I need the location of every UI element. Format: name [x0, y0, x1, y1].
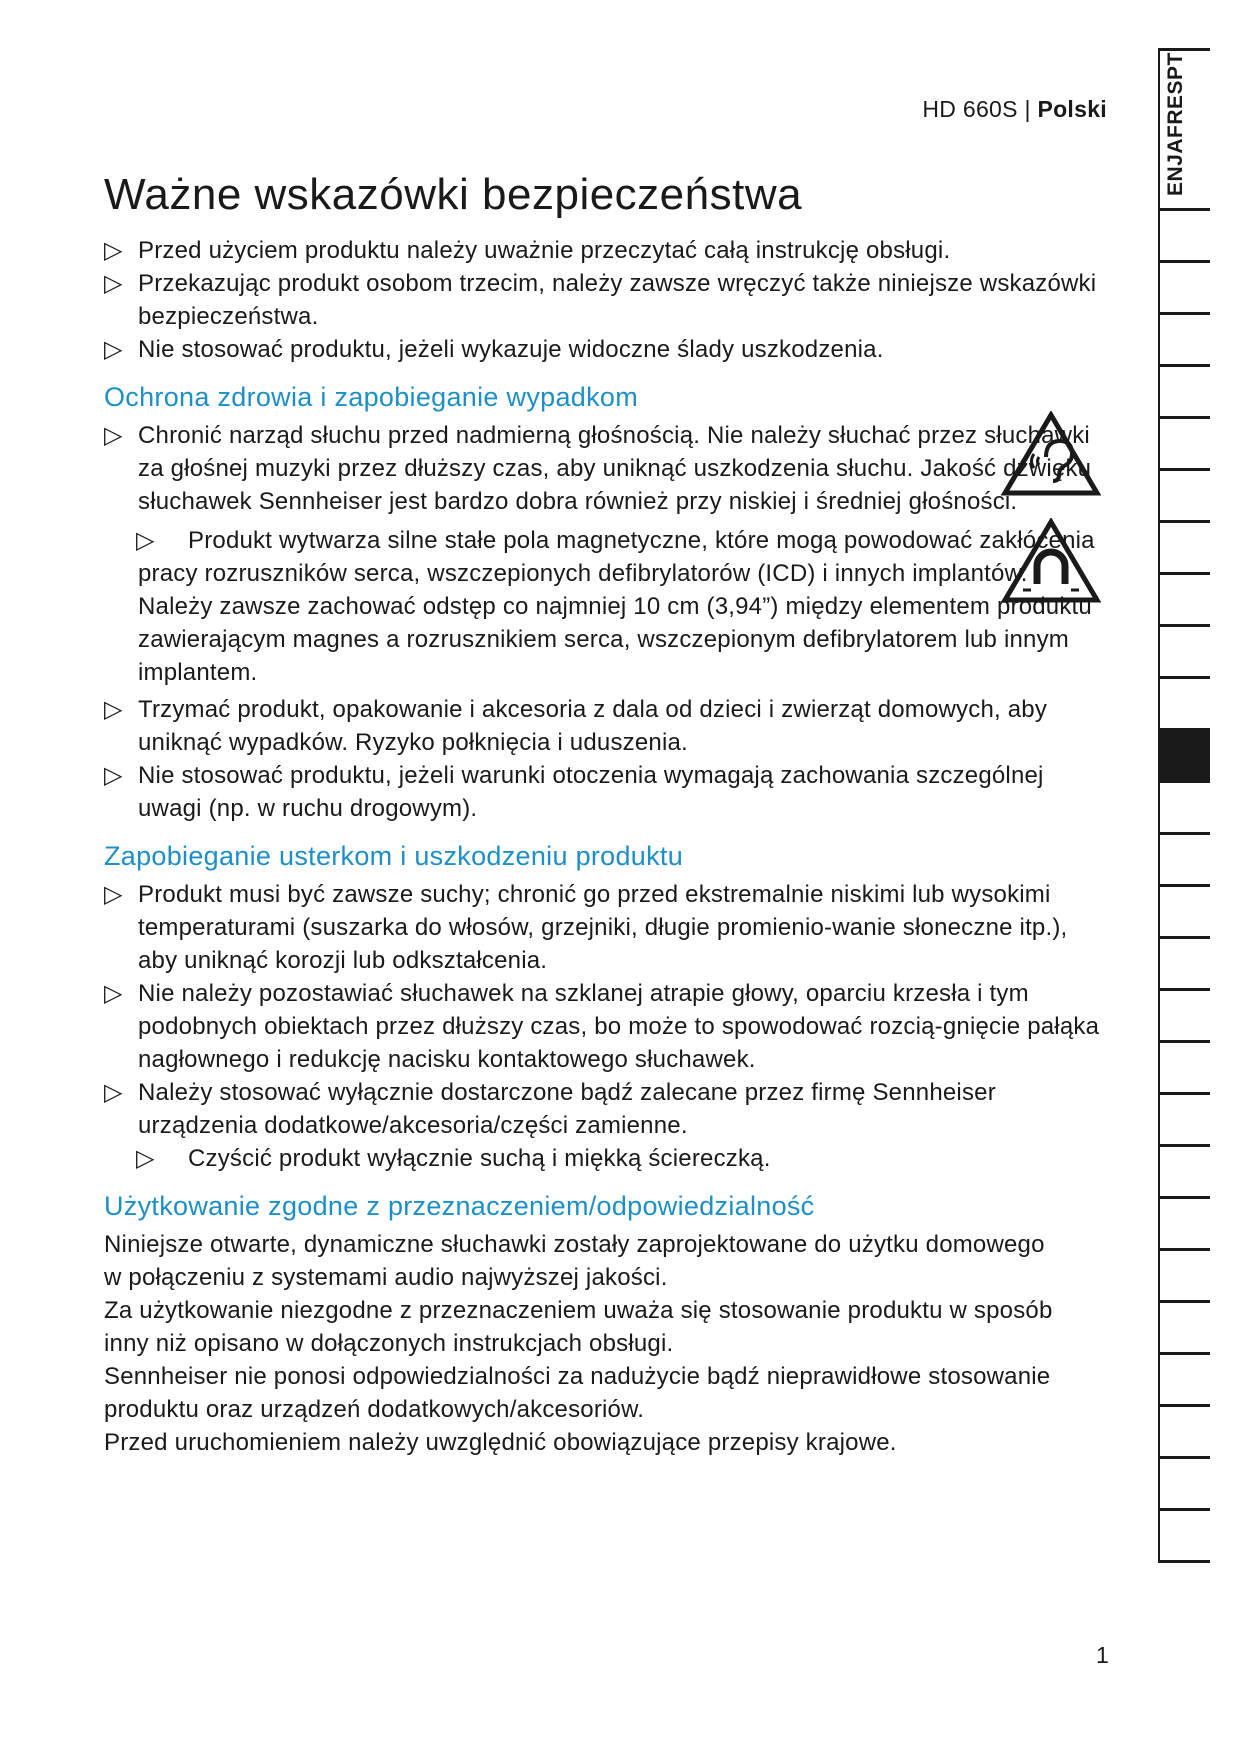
- page-header: [922, 96, 1107, 123]
- header-product: HD 660S |: [922, 96, 1038, 122]
- list-item: ▷ Należy stosować wyłącznie dostarczone bądź zalecane przez firmę Sennheiser urządzenia dodatkowe/akcesoria/części zamienne.: [104, 1076, 1109, 1142]
- triangle-bullet-icon: ▷: [104, 1079, 123, 1106]
- triangle-bullet-icon: ▷: [104, 422, 123, 449]
- language-tab-label: ENJAFRESPT: [1164, 52, 1187, 196]
- language-tab: [1158, 1196, 1210, 1248]
- language-tab: [1158, 936, 1210, 988]
- language-tab: [1158, 312, 1210, 364]
- language-tab: [1158, 364, 1210, 416]
- language-tab: [1158, 676, 1210, 728]
- triangle-bullet-icon: ▷: [104, 696, 123, 723]
- language-tab: [1158, 728, 1210, 780]
- language-tab: [1158, 1352, 1210, 1404]
- language-tab: [1158, 1092, 1210, 1144]
- list-item: ▷ Nie stosować produktu, jeżeli wykazuje widoczne ślady uszkodzenia.: [104, 333, 1109, 366]
- language-tab: [1158, 1508, 1210, 1560]
- section-heading-use: Użytkowanie zgodne z przeznaczeniem/odpowiedzialność: [104, 1191, 815, 1221]
- language-tab: [1158, 520, 1210, 572]
- triangle-bullet-icon: ▷: [104, 980, 123, 1007]
- magnetic-field-warning-icon: [1001, 518, 1101, 604]
- page-title: Ważne wskazówki bezpieczeństwa: [104, 170, 803, 219]
- health-list: [104, 419, 1109, 825]
- list-item: ▷ Nie należy pozostawiać słuchawek na szklanej atrapie głowy, oparciu krzesła i tym podobnych obiektach przez dłuższy czas, bo może to spowodować rozcią-gnięcie pałąka nagłownego i redukcję nacisku kontaktowego słuchawek.: [104, 977, 1109, 1076]
- list-item: ▷ Produkt wytwarza silne stałe pola magnetyczne, które mogą powodować zakłócenia pracy rozruszników serca, wszczepionych defibrylatorów (ICD) i innych implantów. Należy zawsze zachować odstęp co najmniej 10 cm (3,94”) między elementem produktu zawierającym magnes a rozrusznikiem serca, wszczepionym defibrylatorem lub innym implantem.: [104, 524, 1109, 689]
- intro-list: [104, 234, 1109, 366]
- language-tab: [1158, 1404, 1210, 1456]
- damage-list: [104, 878, 1109, 1175]
- list-item: ▷ Nie stosować produktu, jeżeli warunki otoczenia wymagają zachowania szczególnej uwagi (np. w ruchu drogowym).: [104, 759, 1109, 825]
- language-tab: [1158, 208, 1210, 260]
- language-tab: [1158, 1040, 1210, 1092]
- paragraph: Sennheiser nie ponosi odpowiedzialności za nadużycie bądź nieprawidłowe stosowanie produktu oraz urządzeń dodatkowych/akcesoriów.: [104, 1363, 1051, 1423]
- section-heading-damage: Zapobieganie usterkom i uszkodzeniu produktu: [104, 841, 684, 871]
- language-tab: [1158, 416, 1210, 468]
- paragraph: Przed uruchomieniem należy uwzględnić obowiązujące przepisy krajowe.: [104, 1429, 897, 1456]
- list-item: ▷ Czyścić produkt wyłącznie suchą i miękką ściereczką.: [104, 1142, 1109, 1175]
- triangle-bullet-icon: ▷: [104, 237, 123, 264]
- language-tab: [1158, 884, 1210, 936]
- header-language: Polski: [1037, 96, 1107, 122]
- triangle-bullet-icon: ▷: [104, 336, 123, 363]
- section-heading-health: Ochrona zdrowia i zapobieganie wypadkom: [104, 382, 638, 412]
- language-tab: [1158, 780, 1210, 832]
- language-tab: [1158, 572, 1210, 624]
- hearing-warning-icon: [1001, 411, 1101, 497]
- language-tabs: [1158, 48, 1214, 1563]
- main-content: [104, 160, 1109, 1459]
- language-tab: [1158, 624, 1210, 676]
- list-item: ▷ Trzymać produkt, opakowanie i akcesoria z dala od dzieci i zwierząt domowych, aby uniknąć wypadków. Ryzyko połknięcia i uduszenia.: [104, 693, 1109, 759]
- tab-end-line: [1158, 1560, 1210, 1563]
- language-tab: [1158, 988, 1210, 1040]
- triangle-bullet-icon: ▷: [104, 270, 123, 297]
- list-item: ▷ Przed użyciem produktu należy uważnie przeczytać całą instrukcję obsługi.: [104, 234, 1109, 267]
- language-tab: [1158, 468, 1210, 520]
- page-number: 1: [1096, 1642, 1109, 1668]
- language-tab: [1158, 1300, 1210, 1352]
- triangle-bullet-icon: ▷: [136, 1145, 155, 1172]
- language-tab: [1158, 1144, 1210, 1196]
- triangle-bullet-icon: ▷: [136, 527, 155, 554]
- language-tab: [1158, 1248, 1210, 1300]
- language-tab: [1158, 832, 1210, 884]
- list-item: ▷ Przekazując produkt osobom trzecim, należy zawsze wręczyć także niniejsze wskazówki bezpieczeństwa.: [104, 267, 1109, 333]
- paragraph: Za użytkowanie niezgodne z przeznaczeniem uważa się stosowanie produktu w sposób inny niż opisano w dołączonych instrukcjach obsługi.: [104, 1297, 1053, 1357]
- list-item: ▷ Produkt musi być zawsze suchy; chronić go przed ekstremalnie niskimi lub wysokimi temperaturami (suszarka do włosów, grzejniki, długie promienio-wanie słoneczne itp.), aby uniknąć korozji lub odkształcenia.: [104, 878, 1109, 977]
- triangle-bullet-icon: ▷: [104, 881, 123, 908]
- use-paragraphs: [104, 1228, 1064, 1459]
- language-tab: [1158, 260, 1210, 312]
- language-tab: [1158, 1456, 1210, 1508]
- triangle-bullet-icon: ▷: [104, 762, 123, 789]
- paragraph: Niniejsze otwarte, dynamiczne słuchawki zostały zaprojektowane do użytku domowego w połączeniu z systemami audio najwyższej jakości.: [104, 1231, 1045, 1291]
- list-item: ▷ Chronić narząd słuchu przed nadmierną głośnością. Nie należy słuchać przez słuchawki za głośnej muzyki przez dłuższy czas, aby uniknąć uszkodzenia słuchu. Jakość dźwięku słuchawek Sennheiser jest bardzo dobra również przy niskiej i średniej głośności.: [104, 419, 1109, 518]
